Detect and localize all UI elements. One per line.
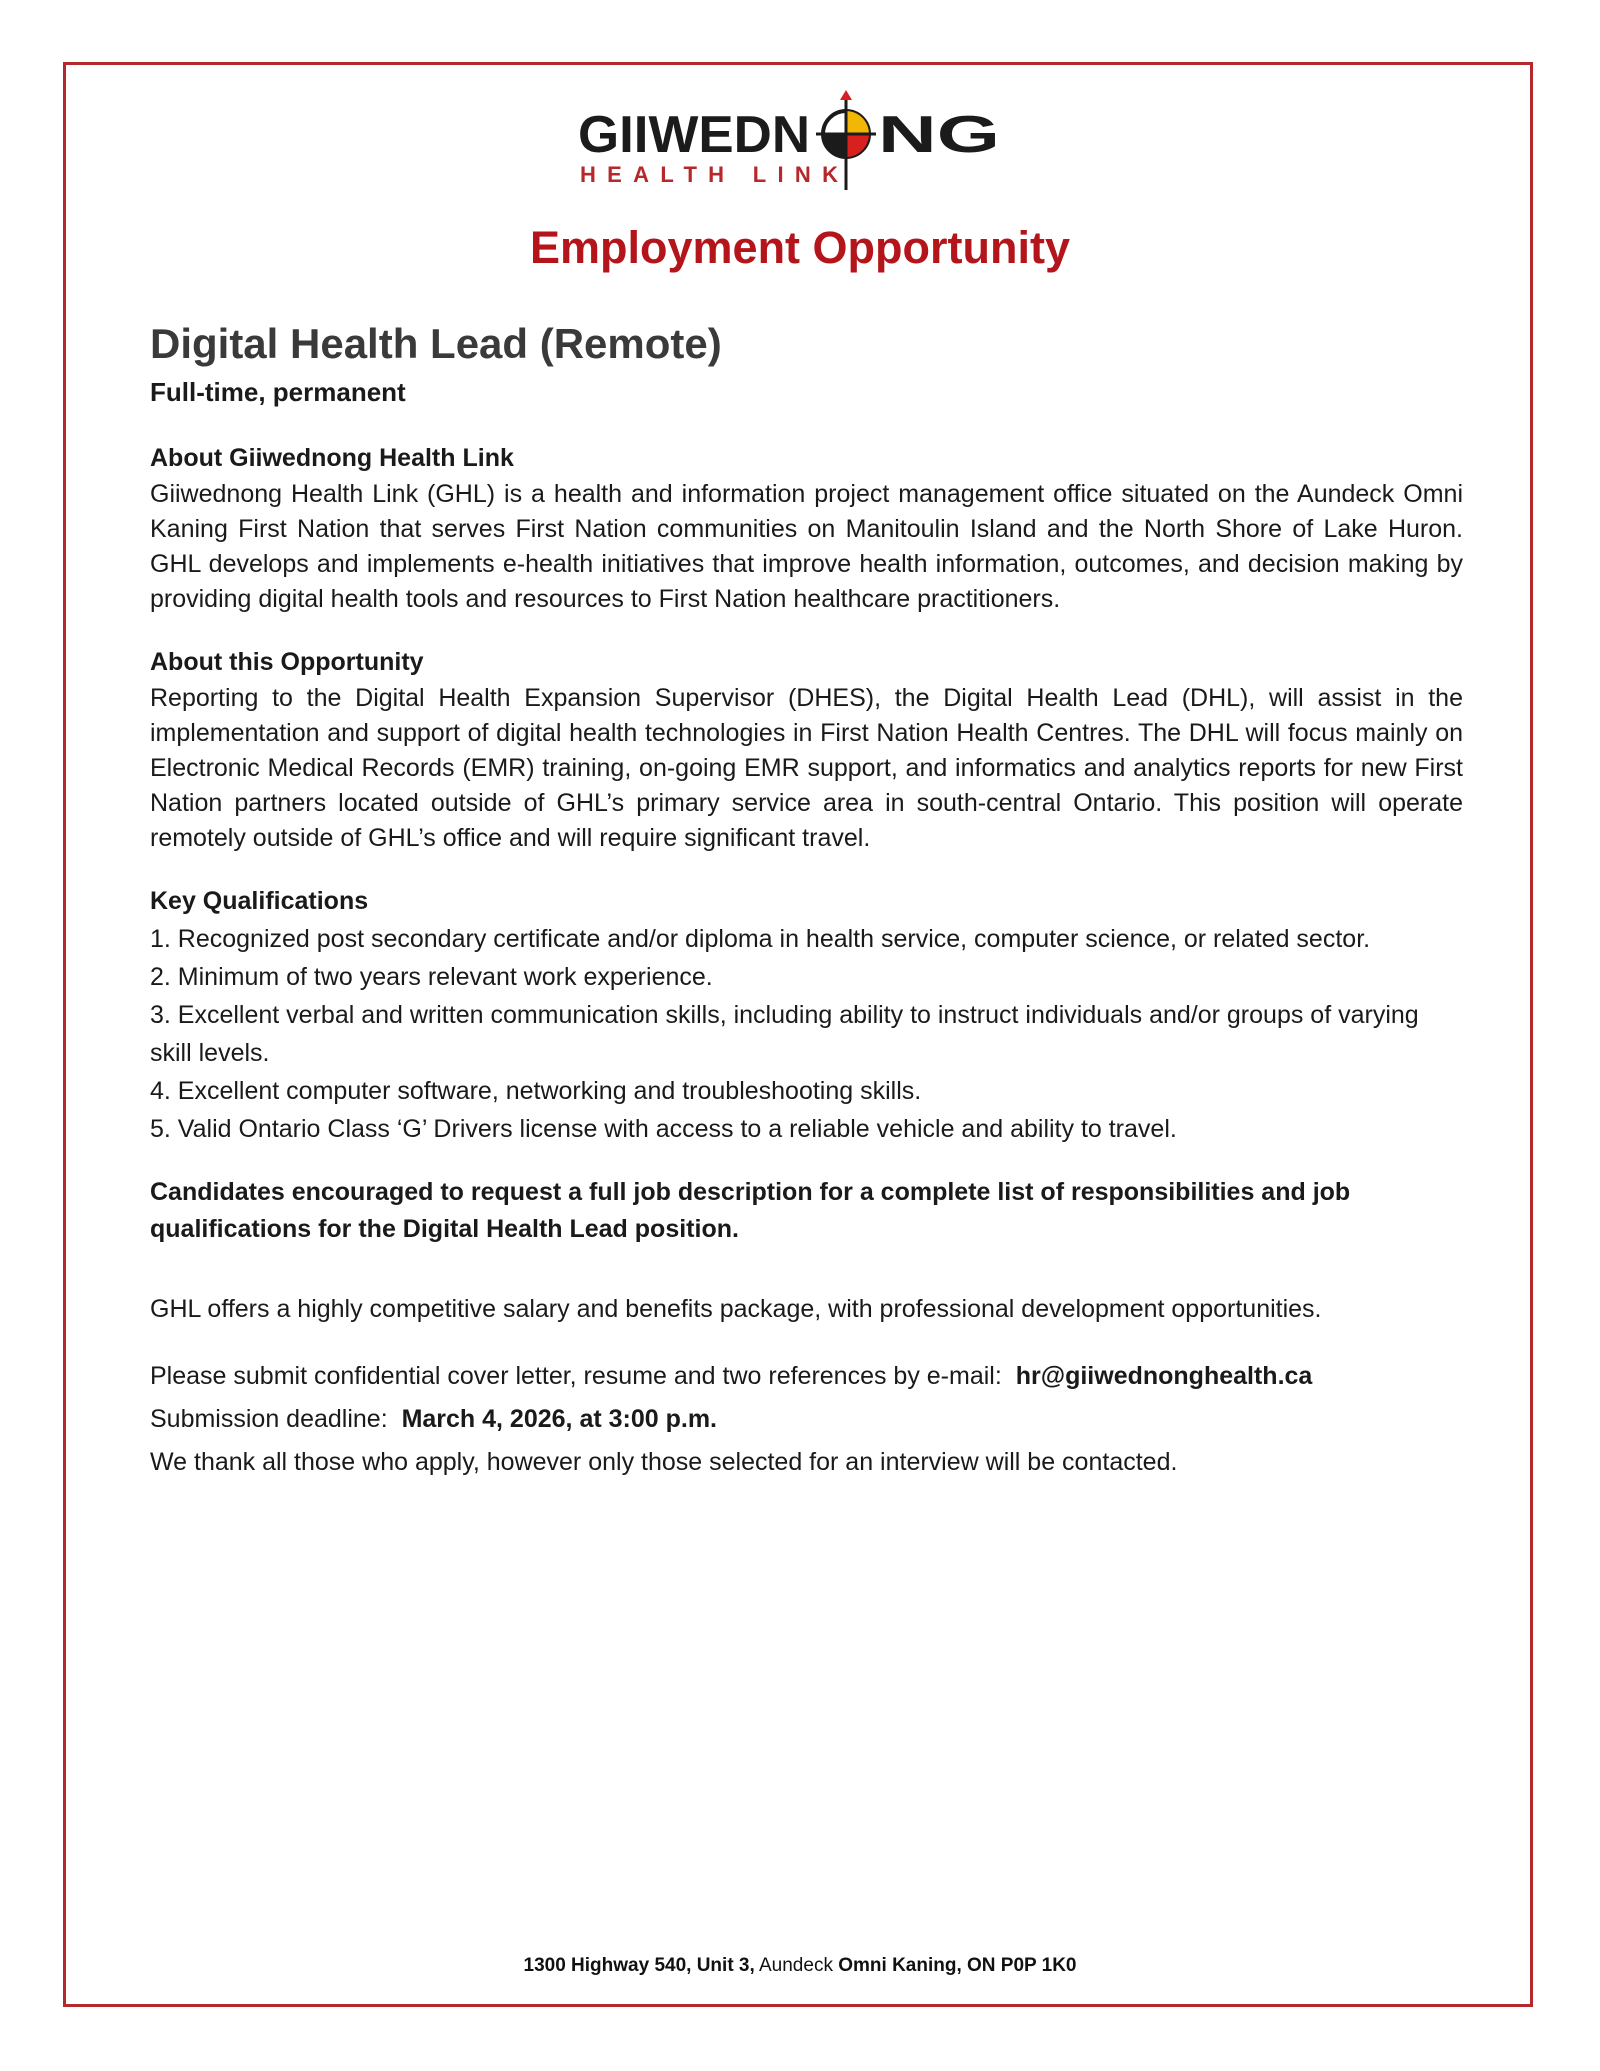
logo-tagline: HEALTH LINK: [580, 162, 838, 187]
deadline-label: Submission deadline:: [150, 1405, 388, 1433]
deadline-line: [150, 1398, 1463, 1441]
logo-name-left: GIIWEDN: [578, 106, 810, 164]
footer-address: [0, 1955, 1600, 1977]
page-heading: Employment Opportunity: [530, 222, 1070, 273]
about-org-text: Giiwednong Health Link (GHL) is a health and information project management office situated on the Aundeck Omni Kaning First Nation that serves First Nation communities on Manitoulin Island and the North Shore of Lake Huron. GHL develops and implements e-health initiatives that improve health information, outcomes, and decision making by providing digital health tools and resources to First Nation healthcare practitioners.: [150, 480, 1463, 613]
apply-line: [150, 1355, 1463, 1398]
giiwednong-logo: [578, 90, 1028, 200]
job-type: Full-time, permanent: [150, 377, 406, 407]
qualifications-heading: Key Qualifications: [150, 887, 369, 915]
apply-intro: Please submit confidential cover letter, resume and two references by e-mail:: [150, 1362, 1002, 1390]
qualification-item: 3. Excellent verbal and written communication skills, including ability to instruct individuals and/or groups of varying skill levels.: [150, 1001, 1419, 1067]
footer-address-part3: Omni Kaning, ON P0P 1K0: [838, 1955, 1077, 1976]
footer-address-part2: Aundeck: [759, 1955, 833, 1976]
qualification-item: 2. Minimum of two years relevant work experience.: [150, 963, 713, 991]
thanks-text: We thank all those who apply, however only those selected for an interview will be contacted.: [150, 1448, 1178, 1476]
qualification-item: 5. Valid Ontario Class ‘G’ Drivers license with access to a reliable vehicle and ability to travel.: [150, 1115, 1177, 1143]
about-org-heading: About Giiwednong Health Link: [150, 444, 514, 472]
job-description-note: Candidates encouraged to request a full job description for a complete list of responsibilities and job qualifications for the Digital Health Lead position.: [150, 1178, 1351, 1243]
logo-name-right: NG: [878, 106, 1000, 164]
about-role-text: Reporting to the Digital Health Expansion Supervisor (DHES), the Digital Health Lead (DHL), will assist in the implementation and support of digital health technologies in First Nation Health Centres. The DHL will focus mainly on Electronic Medical Records (EMR) training, on-going EMR support, and informatics and analytics reports for new First Nation partners located outside of GHL’s primary service area in south-central Ontario. This position will operate remotely outside of GHL’s office and will require significant travel.: [150, 684, 1463, 852]
about-role-heading: About this Opportunity: [150, 648, 424, 676]
job-title: Digital Health Lead (Remote): [150, 320, 722, 367]
qualification-item: 1. Recognized post secondary certificate and/or diploma in health service, computer science, or related sector.: [150, 925, 1371, 953]
apply-email-link[interactable]: hr@giiwednonghealth.ca: [1015, 1362, 1313, 1390]
footer-address-part1: 1300 Highway 540, Unit 3,: [523, 1955, 755, 1976]
offer-text: GHL offers a highly competitive salary and benefits package, with professional development opportunities.: [150, 1295, 1322, 1323]
deadline-value: March 4, 2026, at 3:00 p.m.: [401, 1405, 717, 1433]
qualification-item: 4. Excellent computer software, networking and troubleshooting skills.: [150, 1077, 922, 1105]
logo-graphic: [578, 90, 1028, 200]
qualifications-list: [150, 920, 1463, 1148]
posting-body: [150, 315, 1463, 1484]
